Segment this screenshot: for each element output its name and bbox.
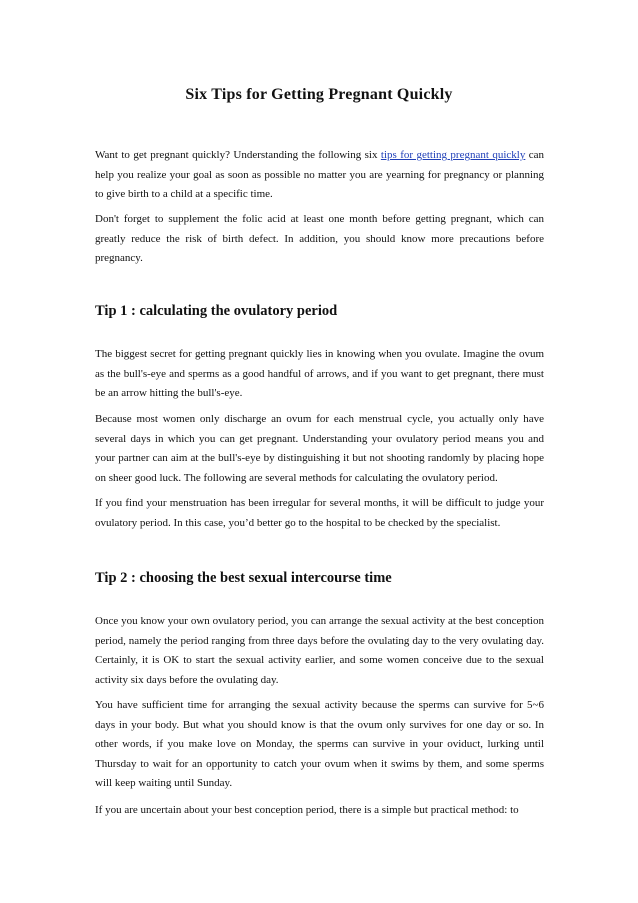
intro-paragraph: [95, 146, 544, 205]
tip2-paragraph-2: You have sufficient time for arranging the sexual activity because the sperms can survive for 5~6 days in your body. But what you should know is that the ovum only survives for one day or so. In other words, if you make love on Monday, the sperms can survive in your oviduct, lurking until Thursday to wait for an opportunity to catch your ovum when it swims by them, and some sperms will keep waiting until Sunday.: [95, 699, 544, 789]
tip1-paragraph-2: Because most women only discharge an ovum for each menstrual cycle, you actually only have several days in which you can get pregnant. Understanding your ovulatory period means you and your partner can aim at the bull's-eye by distinguishing it but not shooting randomly by placing hope on sheer good luck. The following are several methods for calculating the ovulatory period.: [95, 413, 544, 484]
tip2-paragraph-1: Once you know your own ovulatory period, you can arrange the sexual activity at the best conception period, namely the period ranging from three days before the ovulating day to the very ovulating day. Certainly, it is OK to start the sexual activity earlier, and some women conceive due to the sexual activity six days before the ovulating day.: [95, 615, 544, 686]
intro-text-end: can help you realize your goal as soon as possible no matter you are yearning for pregnancy or planning to give birth to a child at a specific time.: [95, 149, 545, 200]
document-title: Six Tips for Getting Pregnant Quickly: [185, 86, 453, 103]
folic-acid-paragraph: Don't forget to supplement the folic acid at least one month before getting pregnant, which can greatly reduce the risk of birth defect. In addition, you should know more precautions before pregnancy.: [95, 213, 544, 264]
tips-link[interactable]: tips for getting pregnant quickly: [380, 149, 526, 161]
tip1-paragraph-3: If you find your menstruation has been irregular for several months, it will be difficult to judge your ovulatory period. In this case, you’d better go to the hospital to be checked by the specialist.: [95, 497, 544, 529]
intro-text-start: Want to get pregnant quickly? Understanding the following six: [95, 149, 381, 161]
tip2-heading: Tip 2 : choosing the best sexual intercourse time: [95, 570, 392, 586]
tip1-paragraph-1: The biggest secret for getting pregnant quickly lies in knowing when you ovulate. Imagine the ovum as the bull's-eye and sperms as a good handful of arrows, and if you want to get pregnant, there must be an arrow hitting the bull's-eye.: [95, 348, 544, 399]
tip2-paragraph-3: If you are uncertain about your best conception period, there is a simple but practical method: to: [95, 804, 519, 816]
tip1-heading: Tip 1 : calculating the ovulatory period: [95, 303, 338, 319]
